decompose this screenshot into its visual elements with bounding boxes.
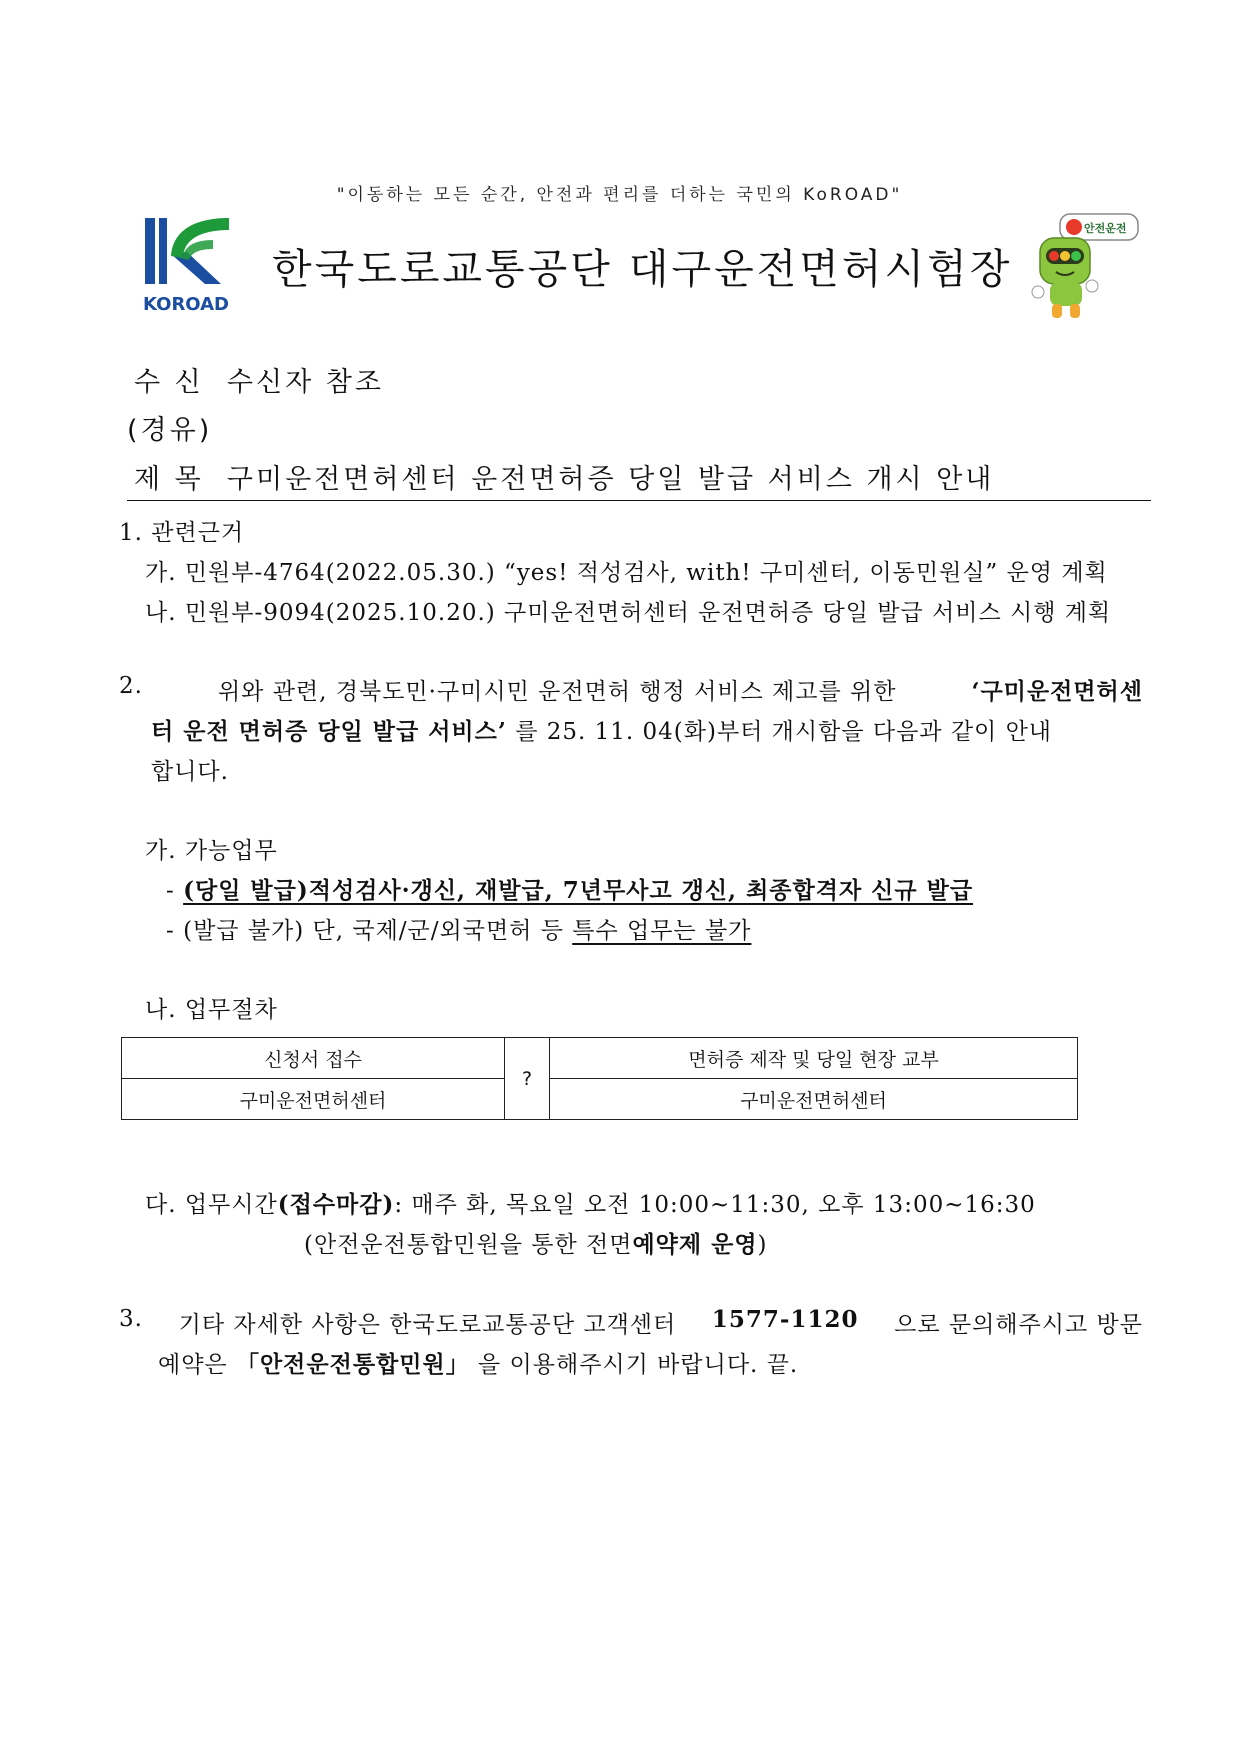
mascot bbox=[1030, 212, 1140, 322]
da-note bbox=[304, 1226, 768, 1259]
via-label: (경유) bbox=[127, 415, 213, 446]
section2-line3: 합니다. bbox=[151, 759, 229, 785]
section3-line2 bbox=[158, 1346, 798, 1379]
traffic-light-mascot-icon bbox=[1030, 212, 1140, 322]
ga-heading: 가. 가능업무 bbox=[145, 838, 278, 864]
section1-heading: 1. 관련근거 bbox=[119, 520, 245, 546]
section1-item-na: 나. 민원부-9094(2025.10.20.) 구미운전면허센터 운전면허증 당일 발급 서비스 시행 계획 bbox=[145, 600, 1112, 626]
ga-item-2: - (발급 불가) 단, 국제/군/외국면허 등 특수 업무는 불가 bbox=[166, 918, 752, 944]
step1-title: 신청서 접수 bbox=[122, 1038, 505, 1079]
section2-num: 2. bbox=[119, 673, 143, 699]
da-label: 다. 업무시간 bbox=[145, 1192, 278, 1218]
table-row bbox=[122, 1038, 1078, 1079]
step-arrow: ? bbox=[505, 1038, 550, 1120]
mascot-badge-text: 안전운전 bbox=[1084, 222, 1127, 235]
table-row bbox=[122, 1079, 1078, 1120]
section2-line2 bbox=[151, 713, 1052, 746]
section2-line1 bbox=[119, 673, 1143, 706]
ga-item-1: - (당일 발급)적성검사·갱신, 재발급, 7년무사고 갱신, 최종합격자 신규 발급 bbox=[166, 877, 974, 904]
logo-text: KOROAD bbox=[143, 294, 229, 315]
subject-value: 구미운전면허센터 운전면허증 당일 발급 서비스 개시 안내 bbox=[226, 464, 995, 495]
subject-label: 제 목 bbox=[134, 464, 204, 495]
recipient-value: 수신자 참조 bbox=[226, 367, 384, 398]
header-divider bbox=[127, 500, 1151, 501]
section3-line2-bold: 「안전운전통합민원」 bbox=[235, 1351, 470, 1378]
step2-title: 면허증 제작 및 당일 현장 교부 bbox=[550, 1038, 1078, 1079]
subject-line bbox=[134, 457, 994, 496]
koroad-logo bbox=[143, 216, 233, 316]
ga-item-2-prefix: (발급 불가) 단, 국제/군/외국면허 등 bbox=[183, 918, 564, 944]
recipient-label: 수 신 bbox=[134, 367, 204, 398]
section3-line2-suffix: 을 이용해주시기 바랍니다. 끝. bbox=[478, 1352, 799, 1378]
section3-num: 3. bbox=[119, 1306, 143, 1332]
koroad-logo-icon bbox=[143, 216, 233, 316]
da-line bbox=[145, 1186, 1036, 1219]
step2-place: 구미운전면허센터 bbox=[550, 1079, 1078, 1120]
na-heading: 나. 업무절차 bbox=[145, 997, 278, 1023]
da-bold: (접수마감) bbox=[277, 1191, 395, 1218]
section3-line1 bbox=[119, 1306, 1143, 1339]
ga-item-1-text: (당일 발급)적성검사·갱신, 재발급, 7년무사고 갱신, 최종합격자 신규 발급 bbox=[183, 877, 974, 904]
recipient-line bbox=[134, 360, 384, 399]
section2-line1-text: 위와 관련, 경북도민·구미시민 운전면허 행정 서비스 제고를 위한 bbox=[217, 679, 897, 705]
da-note-prefix: (안전운전통합민원을 통한 전면 bbox=[304, 1232, 633, 1258]
section3-text-before: 기타 자세한 사항은 한국도로교통공단 고객센터 bbox=[178, 1312, 677, 1338]
section1-item-ga: 가. 민원부-4764(2022.05.30.) “yes! 적성검사, with! 구미센터, 이동민원실” 운영 계획 bbox=[145, 560, 1108, 586]
section3-line2-prefix: 예약은 bbox=[158, 1352, 228, 1378]
section2-line2-text: 를 25. 11. 04(화)부터 개시함을 다음과 같이 안내 bbox=[515, 719, 1053, 745]
da-text: : 매주 화, 목요일 오전 10:00~11:30, 오후 13:00~16:30 bbox=[394, 1192, 1036, 1218]
procedure-table bbox=[121, 1037, 1078, 1120]
section2-line1-bold: ‘구미운전면허센 bbox=[971, 678, 1143, 705]
section2-service-name: 터 운전 면허증 당일 발급 서비스’ bbox=[151, 718, 507, 745]
da-note-bold: 예약제 운영 bbox=[632, 1231, 758, 1258]
step1-place: 구미운전면허센터 bbox=[122, 1079, 505, 1120]
section3-text-after: 으로 문의해주시고 방문 bbox=[894, 1312, 1143, 1338]
ga-item-2-underline: 특수 업무는 불가 bbox=[572, 918, 752, 944]
slogan: "이동하는 모든 순간, 안전과 편리를 더하는 국민의 KoROAD" bbox=[336, 185, 903, 205]
org-title: 한국도로교통공단 대구운전면허시험장 bbox=[272, 245, 1013, 293]
section3-phone: 1577-1120 bbox=[711, 1306, 859, 1333]
da-note-suffix: ) bbox=[757, 1232, 768, 1258]
